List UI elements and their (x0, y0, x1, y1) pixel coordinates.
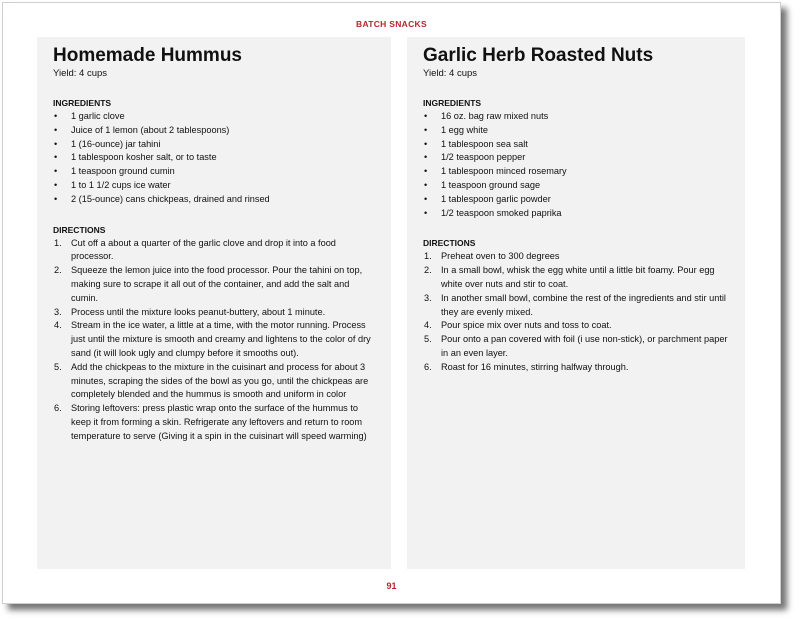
ingredient-item: • 1 teaspoon ground sage (423, 179, 729, 193)
recipe-title: Homemade Hummus (53, 45, 242, 66)
ingredients-heading: INGREDIENTS (423, 98, 482, 108)
ingredient-item: • 1 tablespoon garlic powder (423, 193, 729, 207)
step-number: 5. (424, 334, 432, 345)
step-text: Roast for 16 minutes, stirring halfway through. (441, 361, 629, 372)
ingredient-item: • 1 tablespoon kosher salt, or to taste (53, 151, 375, 165)
step-number: 1. (54, 237, 62, 248)
direction-step (53, 237, 375, 265)
directions-heading: DIRECTIONS (53, 224, 106, 235)
step-number: 3. (424, 292, 432, 303)
step-text: In another small bowl, combine the rest of the ingredients and stir until they are evenly mixed. (441, 292, 726, 317)
direction-step (423, 319, 729, 333)
ingredients-list (53, 110, 375, 207)
directions-heading: DIRECTIONS (423, 238, 476, 249)
ingredient-item: • 1 garlic clove (53, 110, 375, 124)
book-page (2, 2, 781, 604)
step-number: 6. (54, 403, 62, 414)
direction-step (423, 292, 729, 320)
step-text: Process until the mixture looks peanut-buttery, about 1 minute. (71, 306, 326, 317)
step-text: Preheat oven to 300 degrees (441, 251, 560, 262)
recipe-hummus (37, 37, 391, 569)
recipe-roasted-nuts (407, 37, 745, 569)
ingredient-item: • 1 tablespoon minced rosemary (423, 165, 729, 179)
step-number: 6. (424, 361, 432, 372)
step-text: Squeeze the lemon juice into the food processor. Pour the tahini on top, making sure to scrape it all out of the container, and add the salt and cumin. (71, 265, 363, 303)
directions-list (53, 237, 375, 444)
ingredient-item: • 1 to 1 1/2 cups ice water (53, 179, 375, 193)
ingredient-item: • 1 egg white (423, 124, 729, 138)
direction-step (53, 402, 375, 443)
step-number: 2. (424, 265, 432, 276)
step-number: 4. (424, 320, 432, 331)
ingredient-item: • 2 (15-ounce) cans chickpeas, drained and rinsed (53, 193, 375, 207)
page-number: 91 (386, 581, 397, 591)
direction-step (423, 333, 729, 361)
recipe-yield: Yield: 4 cups (423, 68, 478, 79)
direction-step (53, 306, 375, 320)
directions-list (423, 250, 729, 374)
step-number: 3. (54, 306, 62, 317)
direction-step (53, 264, 375, 305)
step-text: Add the chickpeas to the mixture in the cuisinart and process for about 3 minutes, scraping the sides of the bowl as you go, until the chickpeas are completely blended and the hummus is smooth and uniform in color (71, 361, 369, 400)
direction-step (53, 361, 375, 402)
step-number: 4. (54, 320, 62, 331)
step-text: Stream in the ice water, a little at a time, with the motor running. Process just until the mixture is smooth and creamy and lightens to the color of dry sand (it will look ugly and clumpy before it smooths out). (71, 320, 371, 358)
ingredient-item: • 1/2 teaspoon smoked paprika (423, 207, 729, 221)
section-header: BATCH SNACKS (356, 19, 427, 29)
ingredient-item: • 1 (16-ounce) jar tahini (53, 138, 375, 152)
step-number: 5. (54, 361, 62, 372)
step-text: In a small bowl, whisk the egg white until a little bit foamy. Pour egg white over nuts and stir to coat. (441, 265, 715, 289)
direction-step (423, 264, 729, 292)
ingredient-item: • 1/2 teaspoon pepper (423, 151, 729, 165)
ingredient-item: • 16 oz. bag raw mixed nuts (423, 110, 729, 124)
direction-step (423, 361, 729, 375)
ingredient-item: • Juice of 1 lemon (about 2 tablespoons) (53, 124, 375, 138)
recipe-title: Garlic Herb Roasted Nuts (423, 45, 654, 66)
step-text: Pour spice mix over nuts and toss to coat. (441, 320, 612, 331)
recipe-yield: Yield: 4 cups (53, 68, 108, 79)
ingredient-item: • 1 tablespoon sea salt (423, 138, 729, 152)
step-number: 2. (54, 265, 62, 276)
step-text: Storing leftovers: press plastic wrap onto the surface of the hummus to keep it from forming a skin. Refrigerate any leftovers and return to room temperature to serve (Giving it a spin in the cuisinart will speed warming) (71, 403, 367, 441)
step-text: Cut off a about a quarter of the garlic clove and drop it into a food processor. (71, 237, 336, 262)
direction-step (423, 250, 729, 264)
ingredients-heading: INGREDIENTS (53, 98, 112, 108)
direction-step (53, 319, 375, 360)
ingredients-list (423, 110, 729, 220)
ingredient-item: • 1 teaspoon ground cumin (53, 165, 375, 179)
step-number: 1. (424, 251, 432, 262)
step-text: Pour onto a pan covered with foil (i use non-stick), or parchment paper in an even layer. (441, 334, 728, 358)
